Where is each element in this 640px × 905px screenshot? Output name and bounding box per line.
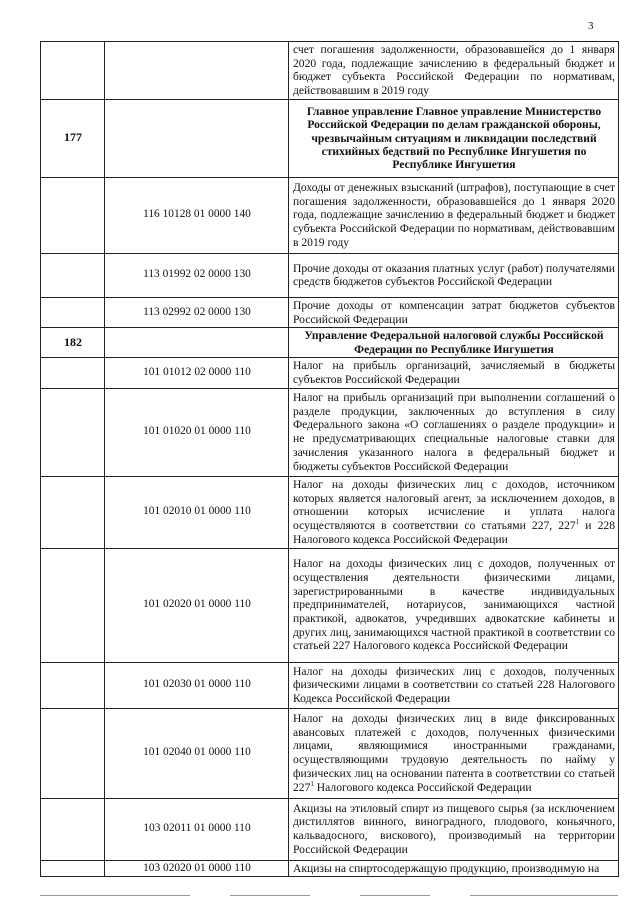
- table-row: [41, 662, 619, 708]
- revenue-description-cell: Доходы от денежных взысканий (штрафов), поступающие в счет погашения задолженности, образовавшейся до 1 января 2020 года, подлежащие зачислению в федеральный бюджет и бюджет субъекта Российской Федерации по нормативам, действовавшим в 2019 году: [289, 177, 619, 253]
- admin-code-cell: [41, 548, 105, 662]
- admin-code-cell: [41, 388, 105, 476]
- table-row: [41, 548, 619, 662]
- budget-revenue-table: [40, 41, 619, 877]
- revenue-description-cell: Налог на прибыль организаций, зачисляемый в бюджеты субъектов Российской Федерации: [289, 358, 619, 388]
- revenue-code-cell: 103 02011 01 0000 110: [105, 798, 289, 860]
- table-row: [41, 358, 619, 388]
- admin-code-cell: [41, 798, 105, 860]
- revenue-code-cell: 116 10128 01 0000 140: [105, 177, 289, 253]
- admin-code-cell: [41, 297, 105, 327]
- revenue-code-cell: 101 02040 01 0000 110: [105, 708, 289, 798]
- revenue-code-cell: 101 02010 01 0000 110: [105, 476, 289, 548]
- table-row: [41, 860, 619, 877]
- admin-code-cell: [41, 177, 105, 253]
- revenue-code-cell: [105, 328, 289, 358]
- revenue-description-cell: Налог на доходы физических лиц с доходов, полученных физическими лицами в соответствии со статьей 228 Налогового Кодекса Российской Федерации: [289, 662, 619, 708]
- admin-code-cell: 177: [41, 99, 105, 177]
- table-row: [41, 708, 619, 798]
- revenue-description-cell: Налог на доходы физических лиц с доходов, источником которых является налоговый агент, за исключением доходов, в отношении которых исчисление и уплата налога осуществляются в соответствии со статьями 227, $227^1$ и 228 Налогового кодекса Российской Федерации: [289, 476, 619, 548]
- page-number: 3: [588, 20, 594, 32]
- page-bottom-scan-edge: [0, 893, 640, 899]
- revenue-code-cell: 101 02020 01 0000 110: [105, 548, 289, 662]
- admin-code-cell: [41, 662, 105, 708]
- administrator-heading: Главное управление Главное управление Министерство Российской Федерации по делам гражданской обороны, чрезвычайным ситуациям и ликвидации последствий стихийных бедствий по Республике Ингушетия по Республике Ингушетия: [289, 99, 619, 177]
- revenue-code-cell: 113 02992 02 0000 130: [105, 297, 289, 327]
- revenue-code-cell: [105, 42, 289, 100]
- revenue-code-cell: 113 01992 02 0000 130: [105, 253, 289, 297]
- revenue-description-cell: Налог на доходы физических лиц с доходов, полученных от осуществления деятельности физическими лицами, зарегистрированными в качестве индивидуальных предпринимателей, нотариусов, занимающихся частной практикой, адвокатов, учредивших адвокатские кабинеты и других лиц, занимающихся частной практикой в соответствии со статьей 227 Налогового кодекса Российской Федерации: [289, 548, 619, 662]
- table-row: [41, 297, 619, 327]
- revenue-code-cell: 101 01012 02 0000 110: [105, 358, 289, 388]
- admin-code-cell: [41, 253, 105, 297]
- admin-code-cell: [41, 358, 105, 388]
- table-row: [41, 42, 619, 100]
- admin-code-cell: [41, 860, 105, 877]
- table-row-section-heading: [41, 328, 619, 358]
- table-row: [41, 253, 619, 297]
- revenue-description-cell: Акцизы на спиртосодержащую продукцию, производимую на: [289, 860, 619, 877]
- revenue-description-cell: Прочие доходы от оказания платных услуг (работ) получателями средств бюджетов субъектов Российской Федерации: [289, 253, 619, 297]
- revenue-description-cell: Акцизы на этиловый спирт из пищевого сырья (за исключением дистиллятов винного, виноградного, плодового, коньячного, кальвадосного, вискового), производимый на территории Российской Федерации: [289, 798, 619, 860]
- revenue-description-cell: Налог на прибыль организаций при выполнении соглашений о разделе продукции, заключенных до вступления в силу Федерального закона «О соглашениях о разделе продукции» и не предусматривающих специальные налоговые ставки для зачисления указанного налога в федеральный бюджет и бюджеты субъектов Российской Федерации: [289, 388, 619, 476]
- revenue-code-cell: [105, 99, 289, 177]
- revenue-code-cell: 101 01020 01 0000 110: [105, 388, 289, 476]
- admin-code-cell: 182: [41, 328, 105, 358]
- admin-code-cell: [41, 476, 105, 548]
- revenue-description-cell: счет погашения задолженности, образовавшейся до 1 января 2020 года, подлежащие зачислению в федеральный бюджет и бюджет субъекта Российской Федерации по нормативам, действовавшим в 2019 году: [289, 42, 619, 100]
- table-row: [41, 798, 619, 860]
- admin-code-cell: [41, 42, 105, 100]
- revenue-description-cell: Прочие доходы от компенсации затрат бюджетов субъектов Российской Федерации: [289, 297, 619, 327]
- revenue-code-cell: 101 02030 01 0000 110: [105, 662, 289, 708]
- table-row: [41, 476, 619, 548]
- table-row-section-heading: [41, 99, 619, 177]
- administrator-heading: Управление Федеральной налоговой службы Российской Федерации по Республике Ингушетия: [289, 328, 619, 358]
- revenue-description-cell: Налог на доходы физических лиц в виде фиксированных авансовых платежей с доходов, полученных физическими лицами, являющимися иностранными гражданами, осуществляющими трудовую деятельность по найму у физических лиц на основании патента в соответствии со статьей $227^1$ Налогового кодекса Российской Федерации: [289, 708, 619, 798]
- table-row: [41, 177, 619, 253]
- revenue-code-cell: 103 02020 01 0000 110: [105, 860, 289, 877]
- admin-code-cell: [41, 708, 105, 798]
- table-row: [41, 388, 619, 476]
